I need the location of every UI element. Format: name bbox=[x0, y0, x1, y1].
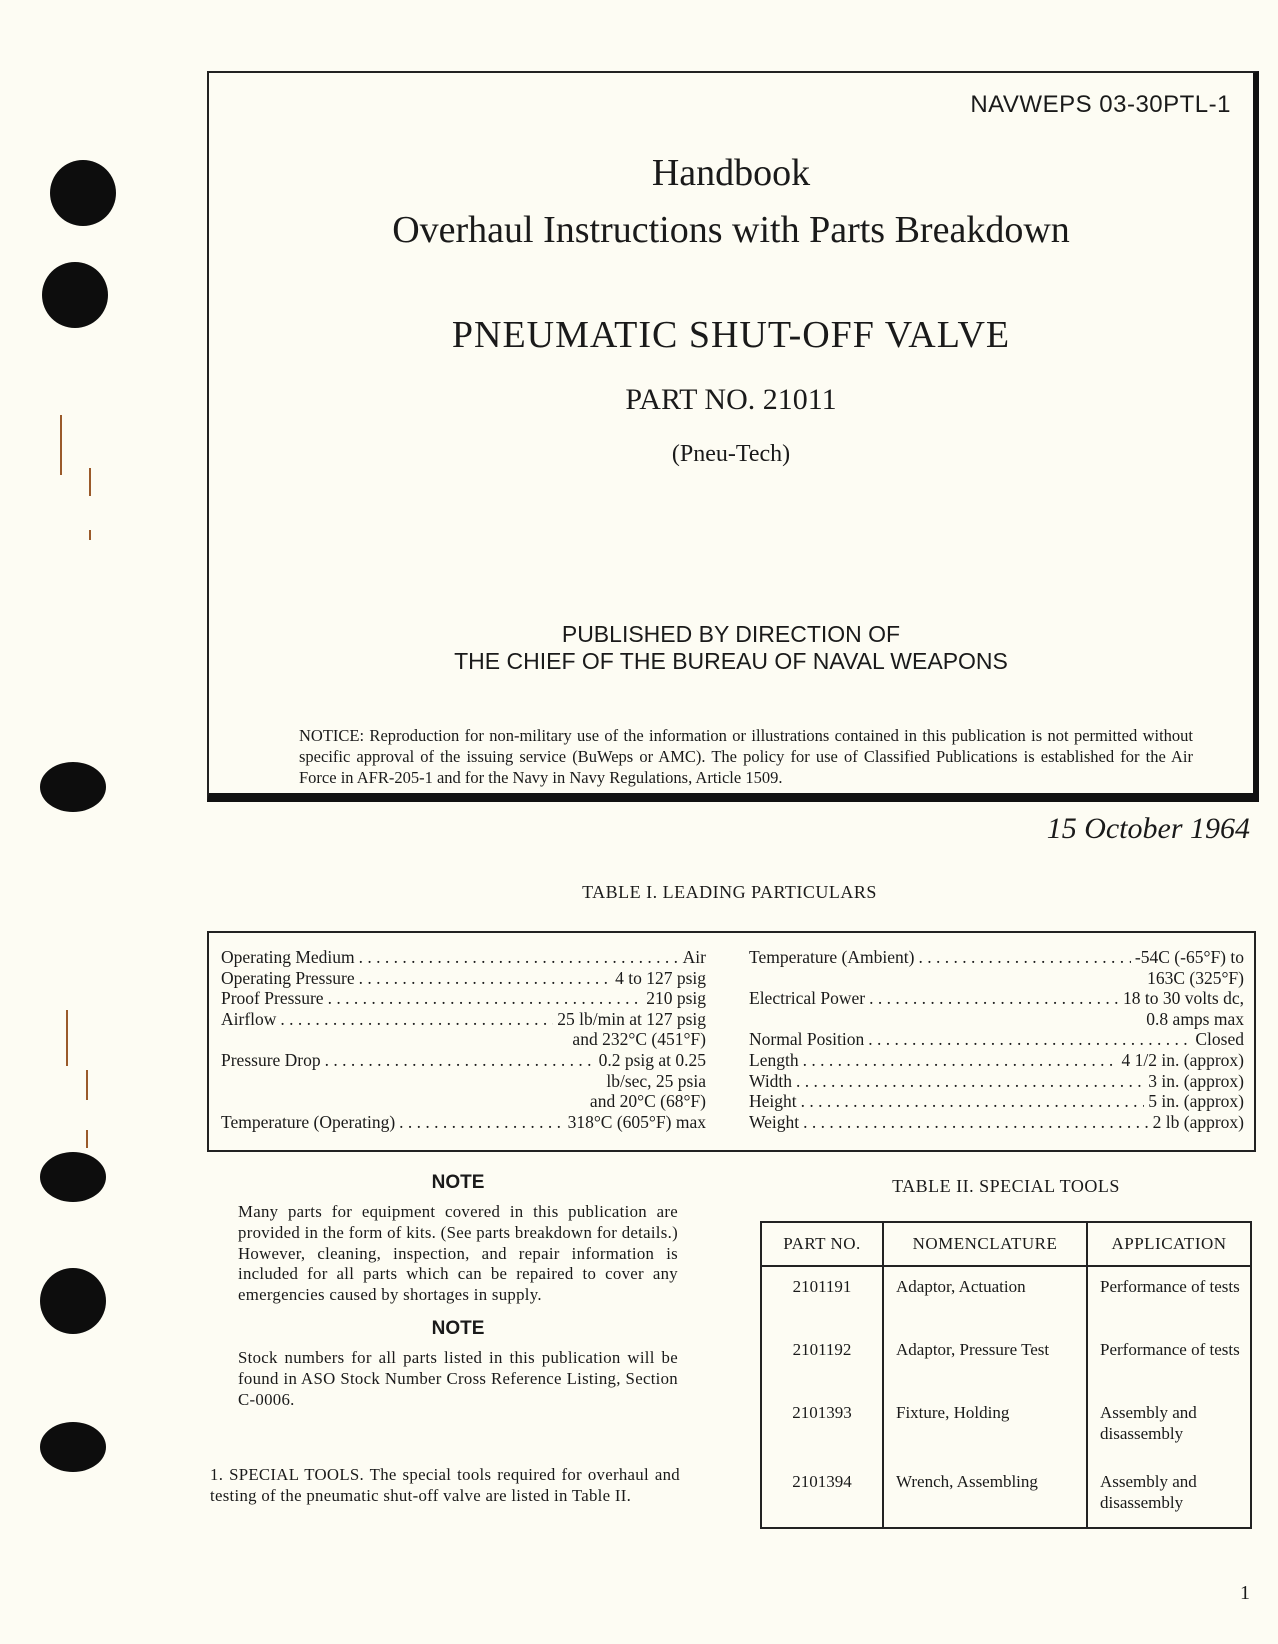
particular-value: 0.2 psig at 0.25 bbox=[598, 1049, 706, 1070]
particular-label: Electrical Power bbox=[749, 988, 866, 1009]
dot-leader bbox=[325, 1050, 595, 1071]
section-special-tools: 1. SPECIAL TOOLS. The special tools required for overhaul and testing of the pneumatic shut-off valve are listed in Table II. bbox=[210, 1465, 680, 1505]
particular-value-continued: lb/sec, 25 psia bbox=[606, 1070, 706, 1091]
part-no-cell: 2101394 bbox=[761, 1462, 883, 1528]
table-header-row bbox=[761, 1222, 1251, 1266]
particular-value: Air bbox=[682, 947, 706, 967]
title-handbook: Handbook bbox=[651, 152, 811, 194]
particular-label: Operating Pressure bbox=[221, 967, 355, 988]
part-number: PART NO. 21011 bbox=[625, 383, 837, 416]
note-text: Stock numbers for all parts listed in this publication will be found in ASO Stock Number Cross Reference Listing, Section C-0006. bbox=[238, 1347, 678, 1409]
stain-mark bbox=[89, 468, 91, 496]
table-row bbox=[761, 1266, 1251, 1330]
particular-value-continued: and 232°C (451°F) bbox=[572, 1029, 706, 1050]
equipment-name: PNEUMATIC SHUT-OFF VALVE bbox=[451, 314, 1011, 356]
stain-mark bbox=[86, 1130, 88, 1148]
particular-value: 3 in. (approx) bbox=[1148, 1070, 1244, 1091]
particular-row bbox=[749, 1029, 1244, 1050]
particular-value: 210 psig bbox=[646, 988, 706, 1009]
dot-leader bbox=[359, 968, 611, 989]
page-number: 1 bbox=[1240, 1582, 1250, 1604]
stain-mark bbox=[66, 1010, 68, 1066]
particular-value: 25 lb/min at 127 psig bbox=[557, 1008, 706, 1029]
document-number: NAVWEPS 03-30PTL-1 bbox=[970, 91, 1231, 118]
particular-label: Height bbox=[749, 1091, 797, 1112]
notes-column bbox=[238, 1172, 678, 1410]
particular-row bbox=[749, 988, 1244, 1009]
binder-hole-icon bbox=[40, 1422, 106, 1472]
leading-particulars-right-column bbox=[749, 947, 1244, 1132]
particular-value: 4 1/2 in. (approx) bbox=[1121, 1049, 1244, 1070]
particular-label: Temperature (Ambient) bbox=[749, 947, 915, 967]
notice-text: NOTICE: Reproduction for non-military use of the information or illustrations contained in this publication is not permitted without specific approval of the issuing service (BuWeps or AMC). The policy for use of Classified Publications is established for the Air Force in AFR-205-1 and for the Navy in Navy Regulations, Article 1509. bbox=[299, 726, 1193, 787]
part-no-cell: 2101393 bbox=[761, 1393, 883, 1462]
particular-label: Length bbox=[749, 1049, 799, 1070]
particular-value: 4 to 127 psig bbox=[615, 967, 706, 988]
note-heading: NOTE bbox=[431, 1172, 485, 1193]
table-row bbox=[761, 1393, 1251, 1462]
table-row bbox=[761, 1330, 1251, 1393]
note-heading: NOTE bbox=[431, 1317, 485, 1339]
particular-row bbox=[749, 1112, 1244, 1133]
application-cell: Assembly and disassembly bbox=[1087, 1393, 1251, 1462]
note-text: Many parts for equipment covered in this publication are provided in the form of kits. (See parts breakdown for details.) However, cleaning, inspection, and repair information is included for all parts which can be repaired to cover any emergencies caused by shortages in supply. bbox=[238, 1202, 678, 1305]
dot-leader bbox=[868, 1029, 1191, 1050]
particular-row bbox=[749, 1050, 1244, 1071]
particular-label: Weight bbox=[749, 1111, 800, 1132]
column-header: PART NO. bbox=[761, 1222, 883, 1266]
stain-mark bbox=[86, 1070, 88, 1100]
particular-value-continued: and 20°C (68°F) bbox=[589, 1091, 706, 1112]
published-by-line2: THE CHIEF OF THE BUREAU OF NAVAL WEAPONS bbox=[454, 648, 1008, 674]
application-cell: Performance of tests bbox=[1087, 1266, 1251, 1330]
particular-row bbox=[221, 947, 706, 968]
binder-hole-icon bbox=[40, 762, 106, 812]
binder-hole-icon bbox=[50, 160, 116, 226]
dot-leader bbox=[359, 947, 679, 968]
cover-box bbox=[207, 71, 1259, 802]
stain-mark bbox=[60, 415, 62, 475]
dot-leader bbox=[869, 988, 1119, 1009]
dot-leader bbox=[803, 1112, 1149, 1133]
particular-row bbox=[221, 1009, 706, 1030]
part-no-cell: 2101192 bbox=[761, 1330, 883, 1393]
stain-mark bbox=[89, 530, 91, 540]
particular-label: Normal Position bbox=[749, 1029, 865, 1050]
particular-value: 2 lb (approx) bbox=[1152, 1111, 1244, 1132]
particular-value: 318°C (605°F) max bbox=[567, 1111, 706, 1132]
particular-row bbox=[221, 968, 706, 989]
dot-leader bbox=[399, 1112, 563, 1133]
publication-date: 15 October 1964 bbox=[1046, 812, 1250, 845]
nomenclature-cell: Wrench, Assembling bbox=[883, 1462, 1087, 1528]
binder-hole-icon bbox=[40, 1152, 106, 1202]
table1-title: TABLE I. LEADING PARTICULARS bbox=[582, 882, 877, 902]
nomenclature-cell: Adaptor, Pressure Test bbox=[883, 1330, 1087, 1393]
particular-label: Proof Pressure bbox=[221, 988, 324, 1009]
particular-row bbox=[749, 947, 1244, 968]
column-header: APPLICATION bbox=[1087, 1222, 1251, 1266]
particular-row bbox=[221, 1112, 706, 1133]
published-by bbox=[209, 621, 1253, 675]
manufacturer: (Pneu-Tech) bbox=[671, 441, 791, 467]
nomenclature-cell: Adaptor, Actuation bbox=[883, 1266, 1087, 1330]
binder-hole-icon bbox=[42, 262, 108, 328]
title-subtitle: Overhaul Instructions with Parts Breakdown bbox=[392, 209, 1070, 251]
particular-label: Temperature (Operating) bbox=[221, 1111, 396, 1132]
particular-value: 18 to 30 volts dc, bbox=[1122, 988, 1244, 1009]
particular-value: 5 in. (approx) bbox=[1148, 1091, 1244, 1112]
dot-leader bbox=[280, 1009, 553, 1030]
dot-leader bbox=[918, 947, 1130, 968]
application-cell: Performance of tests bbox=[1087, 1330, 1251, 1393]
dot-leader bbox=[803, 1050, 1118, 1071]
particular-value-continued: 0.8 amps max bbox=[1146, 1008, 1244, 1029]
particular-value-continued: 163C (325°F) bbox=[1147, 967, 1244, 988]
particular-label: Pressure Drop bbox=[221, 1049, 321, 1070]
particular-row bbox=[749, 1091, 1244, 1112]
published-by-line1: PUBLISHED BY DIRECTION OF bbox=[561, 621, 901, 647]
particular-label: Airflow bbox=[221, 1008, 277, 1029]
special-tools-table bbox=[760, 1221, 1252, 1529]
dot-leader bbox=[801, 1091, 1145, 1112]
particular-value: -54C (-65°F) to bbox=[1134, 947, 1244, 967]
table2-title: TABLE II. SPECIAL TOOLS bbox=[892, 1176, 1120, 1196]
application-cell: Assembly and disassembly bbox=[1087, 1462, 1251, 1528]
leading-particulars-table bbox=[207, 931, 1256, 1152]
dot-leader bbox=[796, 1071, 1144, 1092]
nomenclature-cell: Fixture, Holding bbox=[883, 1393, 1087, 1462]
binder-hole-icon bbox=[40, 1268, 106, 1334]
particular-label: Width bbox=[749, 1070, 793, 1091]
dot-leader bbox=[328, 988, 643, 1009]
part-no-cell: 2101191 bbox=[761, 1266, 883, 1330]
leading-particulars-left-column bbox=[221, 947, 706, 1132]
particular-label: Operating Medium bbox=[221, 947, 355, 967]
particular-value: Closed bbox=[1195, 1029, 1244, 1050]
particular-row bbox=[221, 1050, 706, 1071]
table-row bbox=[761, 1462, 1251, 1528]
column-header: NOMENCLATURE bbox=[883, 1222, 1087, 1266]
particular-row bbox=[749, 1071, 1244, 1092]
particular-row bbox=[221, 988, 706, 1009]
